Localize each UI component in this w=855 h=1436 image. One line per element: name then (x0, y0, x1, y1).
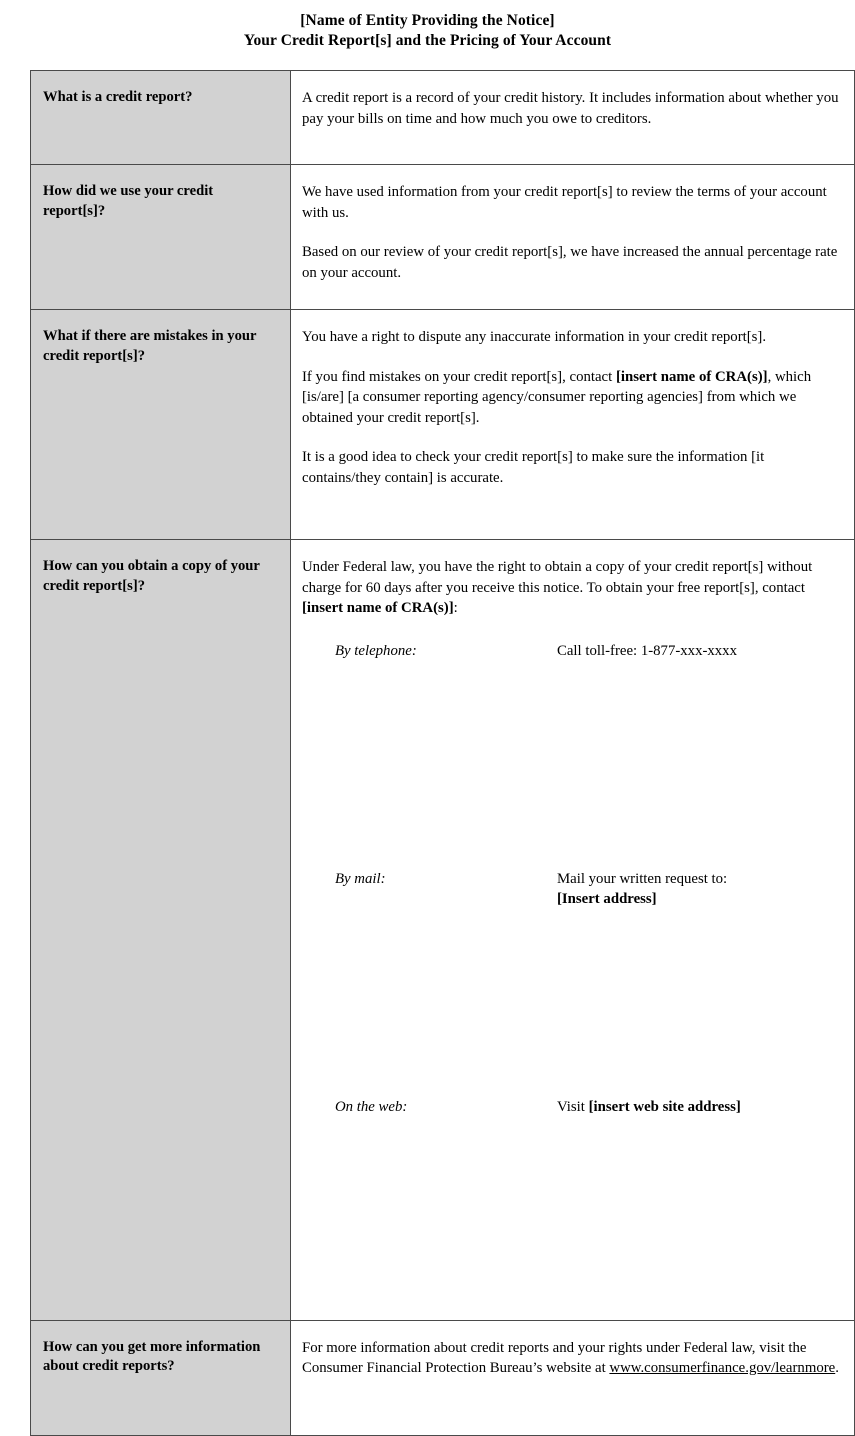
consumerfinance-website-link[interactable]: www.consumerfinance.gov/learnmore (609, 1360, 836, 1376)
contact-method-value-line: Mail your written request to: (557, 870, 728, 887)
cra-name-placeholder: [insert name of CRA(s)] (302, 600, 454, 616)
title-line-subject: Your Credit Report[s] and the Pricing of Your Account (243, 32, 612, 49)
answer-cell-mistakes-in-report (291, 310, 855, 540)
contact-method-value (557, 1097, 844, 1306)
contact-method-value-line: Call toll-free: 1-877-xxx-xxxx (557, 642, 737, 659)
paragraph-text-after-placeholder: , which [is/are] [a consumer reporting agency/consumer reporting agencies] from which we obtained your credit report[s]. (302, 368, 812, 426)
table-row (31, 71, 855, 165)
answer-paragraph: Based on our review of your credit report[s], we have increased the annual percentage rate on your account. (302, 244, 838, 281)
contact-method-row-mail (302, 869, 844, 1097)
question-cell-mistakes-in-report (31, 310, 291, 540)
intro-text-after-placeholder: : (453, 600, 458, 616)
answer-intro-paragraph (302, 557, 844, 619)
question-cell-how-did-we-use-report (31, 165, 291, 310)
notice-table (30, 70, 855, 1436)
answer-cell-what-is-credit-report (291, 71, 855, 165)
question-text: What if there are mistakes in your credit report[s]? (43, 328, 257, 364)
answer-paragraph: A credit report is a record of your credit history. It includes information about whether you pay your bills on time and how much you owe to creditors. (302, 90, 839, 127)
contact-method-label: By telephone: (335, 642, 417, 659)
cra-name-placeholder: [insert name of CRA(s)] (615, 368, 768, 385)
web-address-placeholder: [insert web site address] (588, 1098, 741, 1115)
answer-cell-more-information (291, 1320, 855, 1435)
answer-paragraph-with-placeholder (302, 367, 844, 429)
question-cell-more-information (31, 1320, 291, 1435)
contact-method-row-telephone (302, 641, 844, 869)
contact-method-value (557, 641, 844, 869)
answer-cell-obtain-copy-of-report (291, 540, 855, 1321)
contact-method-row-web (302, 1097, 844, 1306)
contact-method-label: By mail: (335, 870, 386, 887)
table-row (31, 540, 855, 1321)
contact-methods-list (302, 641, 844, 1306)
answer-paragraph-with-link (302, 1338, 844, 1379)
answer-paragraph: We have used information from your credit report[s] to review the terms of your account with us. (302, 184, 827, 221)
address-placeholder: [Insert address] (557, 891, 657, 907)
document-title (0, 11, 855, 51)
closing-text-before-link: For more information about credit reports and your rights under Federal law, visit the Consumer Financial Protection Bureau’s website at (302, 1339, 807, 1376)
question-text: How can you obtain a copy of your credit report[s]? (43, 558, 260, 594)
contact-method-value-line (557, 1097, 844, 1118)
question-text: How can you get more information about credit reports? (43, 1338, 261, 1374)
table-row (31, 310, 855, 540)
table-row (31, 1320, 855, 1435)
contact-method-label: On the web: (335, 1098, 408, 1115)
answer-paragraph: It is a good idea to check your credit report[s] to make sure the information [it contains/they contain] is accurate. (302, 449, 765, 486)
answer-paragraph: You have a right to dispute any inaccurate information in your credit report[s]. (302, 329, 767, 345)
question-cell-obtain-copy-of-report (31, 540, 291, 1321)
question-cell-what-is-credit-report (31, 71, 291, 165)
intro-text-before-placeholder: Under Federal law, you have the right to obtain a copy of your credit report[s] without charge for 60 days after you receive this notice. To obtain your free report[s], contact (302, 559, 813, 596)
visit-prefix-text: Visit (557, 1098, 589, 1115)
table-row (31, 165, 855, 310)
answer-cell-how-did-we-use-report (291, 165, 855, 310)
title-line-entity: [Name of Entity Providing the Notice] (300, 12, 555, 29)
contact-method-value (557, 869, 844, 1097)
question-text: How did we use your credit report[s]? (43, 183, 214, 219)
closing-text-after-link: . (835, 1360, 839, 1376)
question-text: What is a credit report? (43, 89, 193, 105)
paragraph-text-before-placeholder: If you find mistakes on your credit report[s], contact (302, 368, 616, 385)
